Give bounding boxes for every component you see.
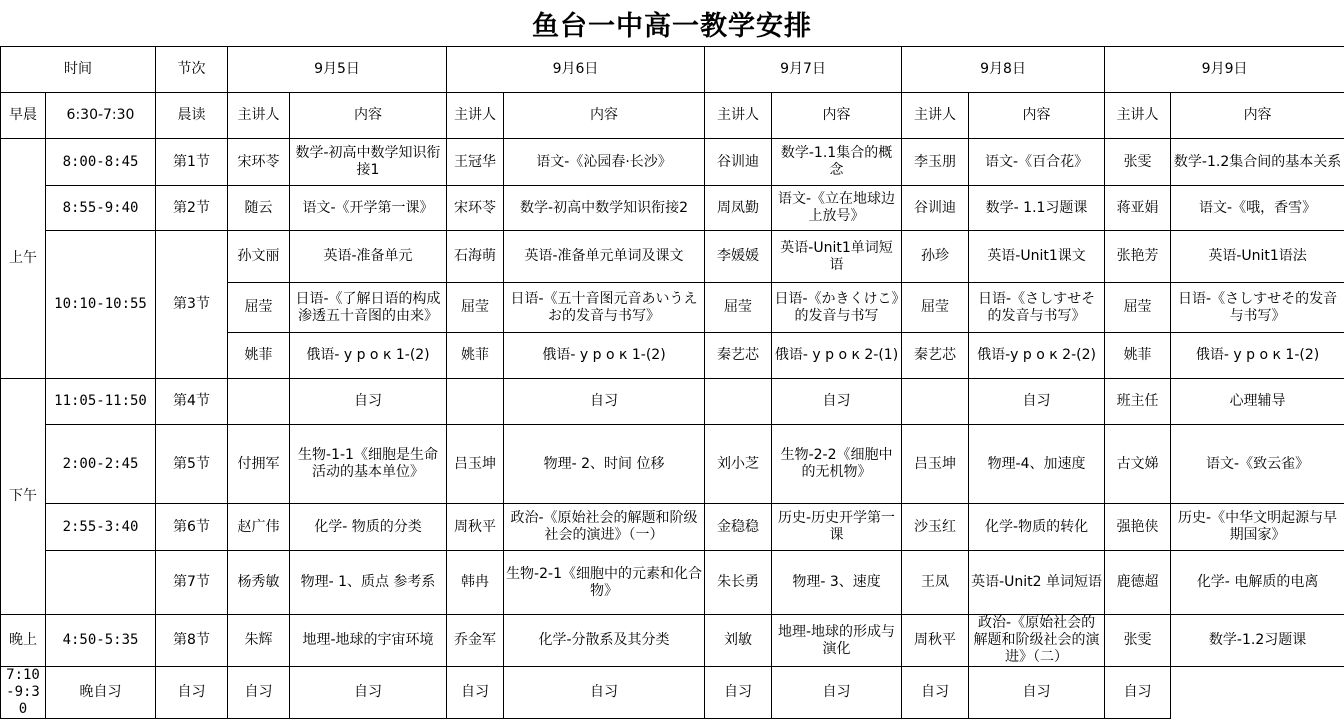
lecturer-cell: 自习 (156, 667, 228, 719)
table-row (1, 615, 1344, 667)
content-cell: 日语-《さしすせそ的发音与书写》 (969, 283, 1105, 333)
content-header: 内容 (772, 93, 902, 139)
content-cell: 英语-Unit1单词短语 (772, 231, 902, 283)
content-cell: 化学-分散系及其分类 (504, 615, 705, 667)
content-cell: 地理-地球的宇宙环境 (290, 615, 447, 667)
lecturer-cell: 屈莹 (447, 283, 504, 333)
lecturer-header: 主讲人 (447, 93, 504, 139)
lecturer-cell: 班主任 (1105, 379, 1171, 425)
content-cell: 日语-《五十音图元音あいうえお的发音与书写》 (504, 283, 705, 333)
lecturer-cell: 谷训迪 (705, 139, 772, 186)
content-cell: 俄语- у р о к 1-(2) (504, 333, 705, 379)
lecturer-cell: 周秋平 (902, 615, 969, 667)
lecturer-cell: 宋环苓 (228, 139, 290, 186)
content-cell: 语文-《哦，香雪》 (1171, 186, 1344, 231)
content-cell: 俄语- у р о к 2-(1) (772, 333, 902, 379)
lecturer-cell: 自习 (504, 667, 705, 719)
date-header-4: 9月8日 (902, 47, 1105, 93)
content-cell: 生物-2-2《细胞中的无机物》 (772, 425, 902, 504)
lecturer-cell: 屈莹 (705, 283, 772, 333)
lecturer-cell: 孙珍 (902, 231, 969, 283)
date-header-3: 9月7日 (705, 47, 902, 93)
lecturer-cell: 刘小芝 (705, 425, 772, 504)
lecturer-cell: 张雯 (1105, 615, 1171, 667)
time-cell (46, 551, 156, 615)
lecturer-cell: 屈莹 (1105, 283, 1171, 333)
content-cell: 自习 (772, 379, 902, 425)
content-header: 内容 (290, 93, 447, 139)
lecturer-cell: 刘敏 (705, 615, 772, 667)
content-cell: 英语-准备单元单词及课文 (504, 231, 705, 283)
content-cell: 俄语- у р о к 1-(2) (1171, 333, 1344, 379)
content-cell: 数学-1.2集合间的基本关系 (1171, 139, 1344, 186)
lecturer-cell: 周秋平 (447, 504, 504, 551)
period-cell: 晨读 (156, 93, 228, 139)
lecturer-cell: 自习 (290, 667, 447, 719)
content-cell: 心理辅导 (1171, 379, 1344, 425)
content-header: 内容 (1171, 93, 1344, 139)
lecturer-cell (447, 379, 504, 425)
content-cell: 自习 (902, 667, 969, 719)
period-header: 节次 (156, 47, 228, 93)
header-row-dates (1, 47, 1344, 93)
time-cell: 8:55-9:40 (46, 186, 156, 231)
time-cell: 11:05-11:50 (46, 379, 156, 425)
table-row (1, 425, 1344, 504)
lecturer-cell: 王凤 (902, 551, 969, 615)
table-row (1, 551, 1344, 615)
lecturer-cell: 付拥军 (228, 425, 290, 504)
lecturer-cell: 屈莹 (902, 283, 969, 333)
period-cell: 第2节 (156, 186, 228, 231)
content-cell: 英语-Unit2 单词短语 (969, 551, 1105, 615)
period-cell: 第5节 (156, 425, 228, 504)
lecturer-cell: 强艳侠 (1105, 504, 1171, 551)
content-cell: 自习 (705, 667, 772, 719)
table-row (1, 231, 1344, 283)
content-cell: 语文-《沁园春·长沙》 (504, 139, 705, 186)
time-cell: 2:55-3:40 (46, 504, 156, 551)
lecturer-cell: 吕玉坤 (447, 425, 504, 504)
content-cell: 语文-《开学第一课》 (290, 186, 447, 231)
content-cell: 化学- 物质的分类 (290, 504, 447, 551)
time-cell: 4:50-5:35 (46, 615, 156, 667)
table-row (1, 186, 1344, 231)
content-cell: 英语-准备单元 (290, 231, 447, 283)
lecturer-cell: 吕玉坤 (902, 425, 969, 504)
lecturer-cell: 自习 (772, 667, 902, 719)
lecturer-cell: 李玉朋 (902, 139, 969, 186)
content-cell: 俄语- у р о к 1-(2) (290, 333, 447, 379)
content-cell: 数学-初高中数学知识衔接1 (290, 139, 447, 186)
lecturer-cell: 屈莹 (228, 283, 290, 333)
segment-am: 上午 (1, 139, 46, 379)
lecturer-cell: 姚菲 (447, 333, 504, 379)
date-header-2: 9月6日 (447, 47, 705, 93)
content-cell: 物理- 3、速度 (772, 551, 902, 615)
content-cell: 语文-《立在地球边上放号》 (772, 186, 902, 231)
period-cell: 第3节 (156, 231, 228, 379)
page-title: 鱼台一中高一教学安排 (0, 0, 1344, 46)
table-row (1, 667, 1344, 719)
content-cell: 物理- 1、质点 参考系 (290, 551, 447, 615)
content-cell: 生物-2-1《细胞中的元素和化合物》 (504, 551, 705, 615)
period-cell: 第7节 (156, 551, 228, 615)
period-cell: 第8节 (156, 615, 228, 667)
content-cell: 历史-《中华文明起源与早期国家》 (1171, 504, 1344, 551)
lecturer-cell: 李媛媛 (705, 231, 772, 283)
content-cell: 数学- 1.1习题课 (969, 186, 1105, 231)
content-cell: 自习 (290, 379, 447, 425)
content-cell: 俄语-у р о к 2-(2) (969, 333, 1105, 379)
lecturer-cell (228, 379, 290, 425)
date-header-5: 9月9日 (1105, 47, 1344, 93)
content-cell: 日语-《さしすせそ的发音与书写》 (1171, 283, 1344, 333)
content-cell: 物理-4、加速度 (969, 425, 1105, 504)
content-cell: 数学-1.1集合的概念 (772, 139, 902, 186)
lecturer-cell (705, 379, 772, 425)
lecturer-header: 主讲人 (228, 93, 290, 139)
lecturer-cell: 孙文丽 (228, 231, 290, 283)
lecturer-cell: 韩冉 (447, 551, 504, 615)
table-row (1, 504, 1344, 551)
segment-morning: 早晨 (1, 93, 46, 139)
lecturer-header: 主讲人 (705, 93, 772, 139)
date-header-1: 9月5日 (228, 47, 447, 93)
lecturer-cell: 周凤勤 (705, 186, 772, 231)
lecturer-header: 主讲人 (902, 93, 969, 139)
period-cell: 第1节 (156, 139, 228, 186)
lecturer-cell: 朱长勇 (705, 551, 772, 615)
lecturer-header: 主讲人 (1105, 93, 1171, 139)
lecturer-cell: 乔金军 (447, 615, 504, 667)
lecturer-cell: 鹿德超 (1105, 551, 1171, 615)
lecturer-cell: 谷训迪 (902, 186, 969, 231)
lecturer-cell: 秦艺芯 (902, 333, 969, 379)
content-cell: 数学-初高中数学知识衔接2 (504, 186, 705, 231)
content-header: 内容 (504, 93, 705, 139)
content-cell: 自习 (447, 667, 504, 719)
lecturer-cell: 自习 (969, 667, 1105, 719)
table-row (1, 139, 1344, 186)
content-cell: 化学-物质的转化 (969, 504, 1105, 551)
time-cell: 7:10-9:30 (1, 667, 46, 719)
lecturer-cell: 姚菲 (1105, 333, 1171, 379)
content-cell: 政治-《原始社会的解题和阶级社会的演进》（一） (504, 504, 705, 551)
content-cell: 历史-历史开学第一课 (772, 504, 902, 551)
content-cell: 英语-Unit1课文 (969, 231, 1105, 283)
period-cell: 第4节 (156, 379, 228, 425)
lecturer-cell: 姚菲 (228, 333, 290, 379)
lecturer-cell: 古文娣 (1105, 425, 1171, 504)
content-cell: 物理- 2、时间 位移 (504, 425, 705, 504)
lecturer-cell: 石海萌 (447, 231, 504, 283)
content-cell: 日语-《了解日语的构成渗透五十音图的由来》 (290, 283, 447, 333)
content-cell: 语文-《致云雀》 (1171, 425, 1344, 504)
lecturer-cell: 王冠华 (447, 139, 504, 186)
content-cell: 语文-《百合花》 (969, 139, 1105, 186)
content-cell: 自习 (969, 379, 1105, 425)
table-row-morning (1, 93, 1344, 139)
lecturer-cell: 宋环苓 (447, 186, 504, 231)
lecturer-cell: 沙玉红 (902, 504, 969, 551)
time-cell: 10:10-10:55 (46, 231, 156, 379)
time-cell: 6:30-7:30 (46, 93, 156, 139)
content-cell: 地理-地球的形成与演化 (772, 615, 902, 667)
lecturer-cell (902, 379, 969, 425)
time-header: 时间 (1, 47, 156, 93)
schedule-table (0, 46, 1344, 719)
lecturer-cell: 张艳芳 (1105, 231, 1171, 283)
lecturer-cell: 朱辉 (228, 615, 290, 667)
lecturer-cell: 张雯 (1105, 139, 1171, 186)
lecturer-cell: 赵广伟 (228, 504, 290, 551)
content-cell: 日语-《かきくけこ》的发音与书写 (772, 283, 902, 333)
period-cell: 晚自习 (46, 667, 156, 719)
lecturer-cell: 蒋亚娟 (1105, 186, 1171, 231)
content-cell: 生物-1-1《细胞是生命活动的基本单位》 (290, 425, 447, 504)
lecturer-cell: 随云 (228, 186, 290, 231)
lecturer-cell: 杨秀敏 (228, 551, 290, 615)
content-cell: 数学-1.2习题课 (1171, 615, 1344, 667)
lecturer-cell: 秦艺芯 (705, 333, 772, 379)
content-cell: 英语-Unit1语法 (1171, 231, 1344, 283)
time-cell: 2:00-2:45 (46, 425, 156, 504)
content-header: 内容 (969, 93, 1105, 139)
segment-pm: 下午 (1, 379, 46, 615)
segment-evening: 晚上 (1, 615, 46, 667)
table-row (1, 379, 1344, 425)
content-cell: 化学- 电解质的电离 (1171, 551, 1344, 615)
lecturer-cell: 金稳稳 (705, 504, 772, 551)
content-cell: 自习 (228, 667, 290, 719)
content-cell: 自习 (1105, 667, 1171, 719)
time-cell: 8:00-8:45 (46, 139, 156, 186)
content-cell: 自习 (504, 379, 705, 425)
content-cell: 政治-《原始社会的解题和阶级社会的演进》（二） (969, 615, 1105, 667)
period-cell: 第6节 (156, 504, 228, 551)
